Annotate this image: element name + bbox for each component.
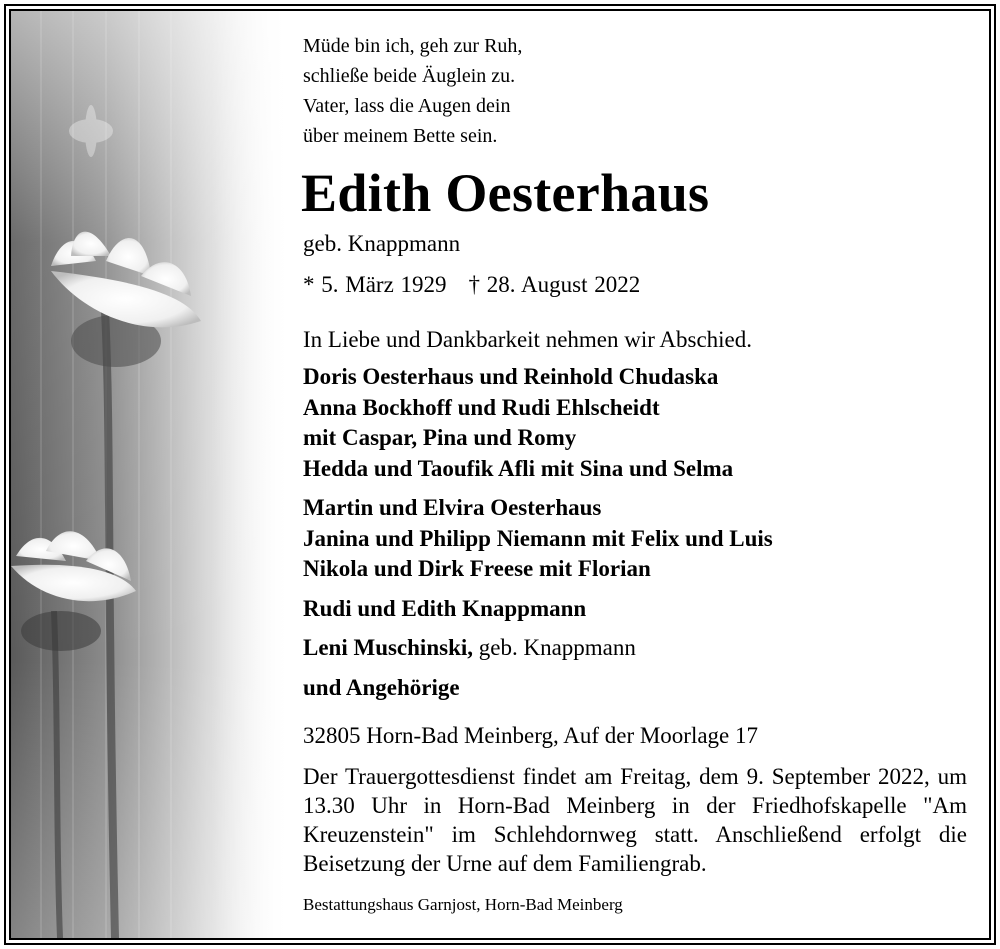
mourner-group-5: und Angehörige <box>303 674 460 700</box>
obituary-panel <box>9 9 991 940</box>
mourner-line: Hedda und Taoufik Afli mit Sina und Selma <box>303 455 734 481</box>
birth-date: * 5. März 1929 <box>303 272 447 297</box>
poem <box>303 31 967 151</box>
mourner-line: mit Caspar, Pina und Romy <box>303 425 577 450</box>
address: 32805 Horn-Bad Meinberg, Auf der Moorlage 17 <box>303 723 759 748</box>
mourner-group-1 <box>303 362 967 484</box>
mourner-line: Doris Oesterhaus und Reinhold Chudaska <box>303 364 719 389</box>
mourner-maiden-name: geb. Knappmann <box>473 635 636 660</box>
obituary-text <box>303 31 967 916</box>
mourner-group-3: Rudi und Edith Knappmann <box>303 595 587 621</box>
life-dates <box>303 268 967 302</box>
death-date: † 28. August 2022 <box>468 272 641 297</box>
maiden-name: geb. Knappmann <box>303 231 461 256</box>
mourner-line: Janina und Philipp Niemann mit Felix und Luis <box>303 525 773 551</box>
poem-line: schließe beide Äuglein zu. <box>303 65 516 87</box>
mourner-line: Anna Bockhoff und Rudi Ehlscheidt <box>303 394 660 420</box>
poem-line: Vater, lass die Augen dein <box>303 95 511 117</box>
mourner-line: Nikola und Dirk Freese mit Florian <box>303 556 651 581</box>
poem-line: über meinem Bette sein. <box>303 125 498 147</box>
mourner-group-4 <box>303 633 967 664</box>
mourner-group-2 <box>303 493 967 585</box>
flower-photo <box>11 11 291 938</box>
mourner-line: Martin und Elvira Oesterhaus <box>303 495 602 520</box>
farewell-intro: In Liebe und Dankbarkeit nehmen wir Abschied. <box>303 327 753 352</box>
funeral-home: Bestattungshaus Garnjost, Horn-Bad Meinberg <box>303 895 623 914</box>
mourner-name: Leni Muschinski, <box>303 635 473 660</box>
deceased-name: Edith Oesterhaus <box>301 163 710 223</box>
poem-line: Müde bin ich, geh zur Ruh, <box>303 35 523 57</box>
service-info: Der Trauergottesdienst findet am Freitag, dem 9. September 2022, um 13.30 Uhr in Horn-Bad Meinberg in der Friedhofskapelle "Am Kreuzenstein" im Schlehdornweg statt. Anschließend erfolgt die Beisetzung der Urne auf dem Familiengrab. <box>303 764 967 876</box>
